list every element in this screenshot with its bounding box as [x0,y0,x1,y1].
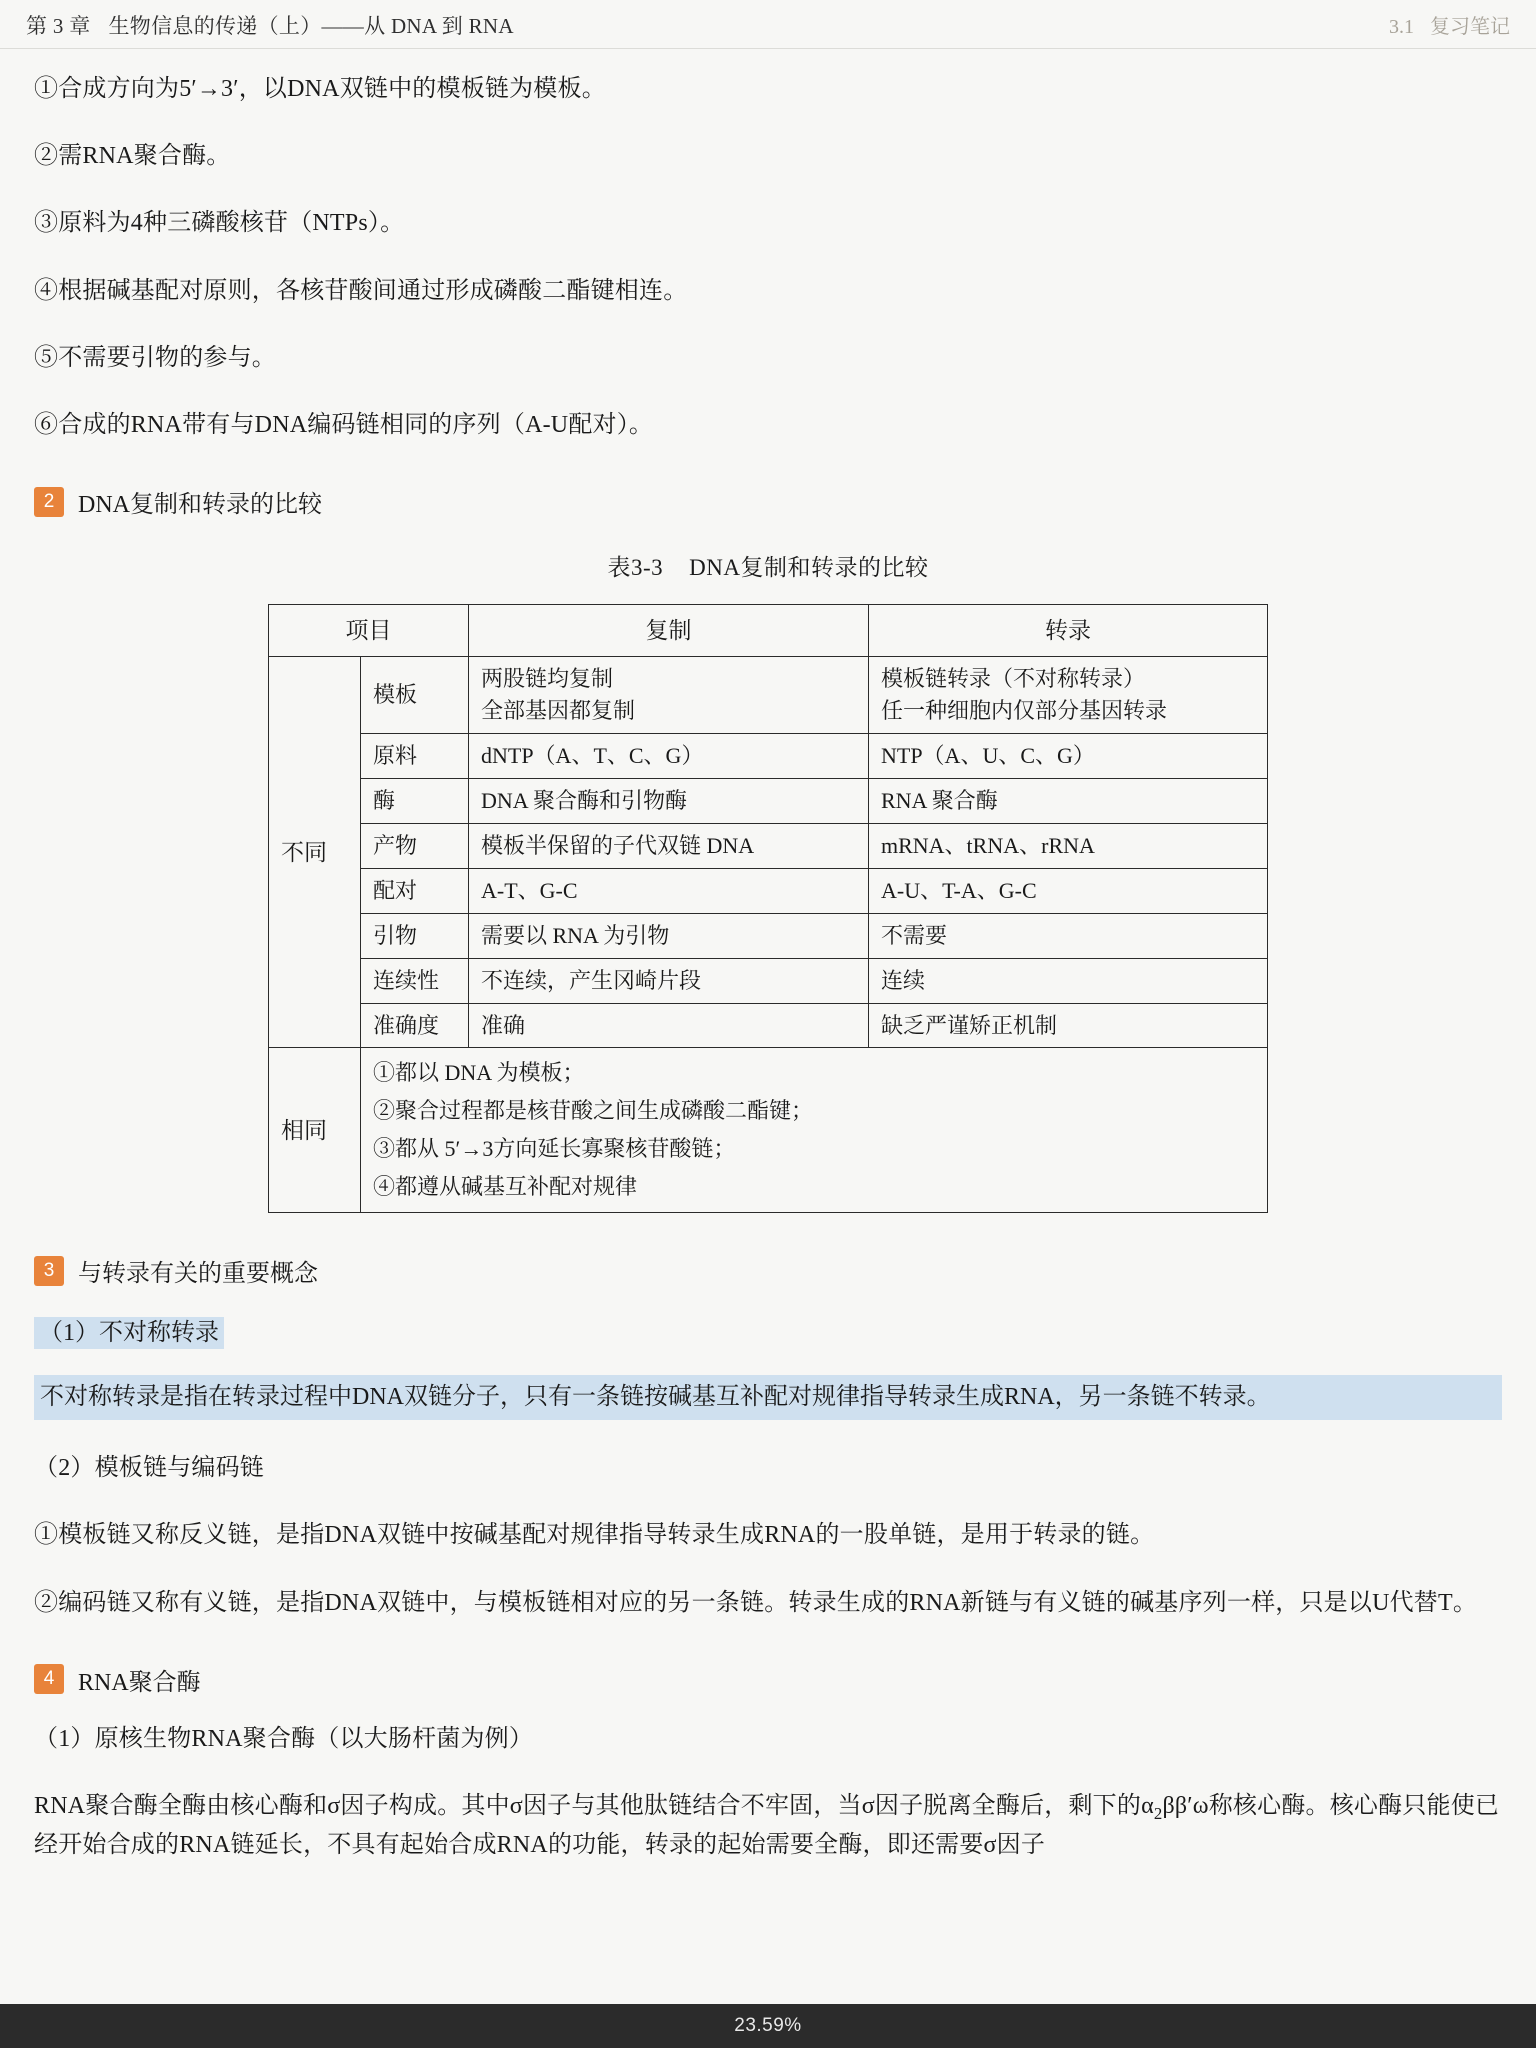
table-cell-transcription: A-U、T-A、G-C [869,868,1268,913]
table-cell-same-items [361,1048,1268,1213]
table-row-same [269,1048,1268,1213]
table-group-label-same: 相同 [269,1048,361,1213]
section-heading-3 [34,1253,1502,1288]
table-row-label: 引物 [361,913,469,958]
transcription-point: ③原料为4种三磷酸核苷（NTPs）。 [34,210,405,237]
cell-line: 全部基因都复制 [481,698,636,724]
template-strand-paragraph: ①模板链又称反义链，是指DNA双链中按碱基配对规律指导转录生成RNA的一股单链，是用于转录的链。 [34,1522,1155,1549]
same-item: ②聚合过程都是核苷酸之间生成磷酸二酯键； [373,1098,814,1124]
table-row [269,734,1268,779]
section-title: DNA复制和转录的比较 [78,492,322,519]
cell-line: 两股链均复制 [481,666,614,692]
polymerase-text-part1: RNA聚合酶全酶由核心酶和σ因子构成。其中σ因子与其他肽链结合不牢固，当σ因子脱离全酶后，剩下的α [34,1792,1154,1819]
header-chapter [26,10,514,40]
table-cell-transcription: RNA 聚合酶 [869,779,1268,824]
table-cell-replication: 不连续，产生冈崎片段 [469,958,869,1003]
coding-strand-paragraph: ②编码链又称有义链，是指DNA双链中，与模板链相对应的另一条链。转录生成的RNA新链与有义链的碱基序列一样，只是以U代替T。 [34,1589,1478,1616]
section-heading-2 [34,484,1502,519]
table-cell-replication: 需要以 RNA 为引物 [469,913,869,958]
table-caption [34,549,1502,582]
cell-line: 模板链转录（不对称转录） [881,666,1146,692]
table-cell-replication: dNTP（A、T、C、G） [469,734,869,779]
transcription-point: ①合成方向为5′→3′，以DNA双链中的模板链为模板。 [34,76,606,102]
transcription-point: ⑥合成的RNA带有与DNA编码链相同的序列（A-U配对）。 [34,411,654,438]
polymerase-paragraph [34,1788,1502,1864]
table-header-row [269,605,1268,657]
table-cell-transcription: 缺乏严谨矫正机制 [869,1003,1268,1048]
comparison-table-wrapper [34,604,1502,1213]
subsection-title-prokaryote-polymerase: （1）原核生物RNA聚合酶（以大肠杆菌为例） [34,1725,534,1752]
table-row-label: 准确度 [361,1003,469,1048]
table-group-label-diff: 不同 [269,657,361,1048]
table-row [269,913,1268,958]
same-item: ④都遵从碱基互补配对规律 [373,1174,638,1200]
table-row-label: 模板 [361,657,469,734]
header-section-title: 复习笔记 [1430,16,1510,38]
section-title: 与转录有关的重要概念 [78,1261,318,1288]
table-caption-label: 表3-3 [607,555,664,581]
cell-line: 任一种细胞内仅部分基因转录 [881,698,1168,724]
table-cell-transcription: 不需要 [869,913,1268,958]
transcription-point: ⑤不需要引物的参与。 [34,344,276,371]
header-chapter-number: 第 3 章 [26,14,91,38]
subsection-title-asymmetric [34,1312,1502,1347]
table-row-label: 产物 [361,824,469,869]
section-badge: 3 [34,1256,64,1286]
table-cell-transcription: mRNA、tRNA、rRNA [869,824,1268,869]
progress-footer [0,2004,1536,2048]
highlighted-text: （1）不对称转录 [34,1317,224,1349]
table-row-label: 原料 [361,734,469,779]
polymerase-subscript: 2 [1153,1803,1163,1823]
table-row [269,824,1268,869]
transcription-point: ②需RNA聚合酶。 [34,143,231,170]
transcription-point: ④根据碱基配对原则，各核苷酸间通过形成磷酸二酯键相连。 [34,277,688,304]
progress-percent: 23.59% [734,2015,802,2036]
header-chapter-title: 生物信息的传递（上）——从 DNA 到 RNA [108,14,514,38]
page-content [0,49,1536,1864]
table-row-label: 连续性 [361,958,469,1003]
subsection-title-strands: （2）模板链与编码链 [34,1455,264,1482]
header-section-number: 3.1 [1389,16,1414,38]
table-cell-replication [469,657,869,734]
table-header-replication: 复制 [469,605,869,657]
highlighted-paragraph-asymmetric: 不对称转录是指在转录过程中DNA双链分子，只有一条链按碱基互补配对规律指导转录生成RNA，另一条链不转录。 [34,1375,1502,1420]
polymerase-text-part2: ββ′ω称核心酶。核心酶只能使已经开始合成的RNA链延长，不具有起始合成RNA的功能，转录的起始需要全酶，即还需要σ因子 [34,1792,1500,1858]
section-title: RNA聚合酶 [78,1669,201,1696]
table-row-label: 酶 [361,779,469,824]
section-badge: 2 [34,487,64,517]
table-row [269,779,1268,824]
table-row [269,868,1268,913]
table-row-label: 配对 [361,868,469,913]
table-row [269,958,1268,1003]
table-cell-transcription: NTP（A、U、C、G） [869,734,1268,779]
table-cell-replication: 模板半保留的子代双链 DNA [469,824,869,869]
table-row [269,657,1268,734]
table-header-item: 项目 [269,605,469,657]
section-heading-4 [34,1662,1502,1697]
header-section [1389,10,1510,39]
table-header-transcription: 转录 [869,605,1268,657]
page-header [0,0,1536,49]
table-caption-title: DNA复制和转录的比较 [689,555,929,581]
table-cell-transcription [869,657,1268,734]
comparison-table [268,604,1268,1213]
table-cell-replication: 准确 [469,1003,869,1048]
section-badge: 4 [34,1664,64,1694]
table-cell-replication: A-T、G-C [469,868,869,913]
same-item: ③都从 5′→3方向延长寡聚核苷酸链； [373,1136,736,1162]
table-cell-replication: DNA 聚合酶和引物酶 [469,779,869,824]
table-row [269,1003,1268,1048]
same-item: ①都以 DNA 为模板； [373,1060,585,1086]
table-cell-transcription: 连续 [869,958,1268,1003]
